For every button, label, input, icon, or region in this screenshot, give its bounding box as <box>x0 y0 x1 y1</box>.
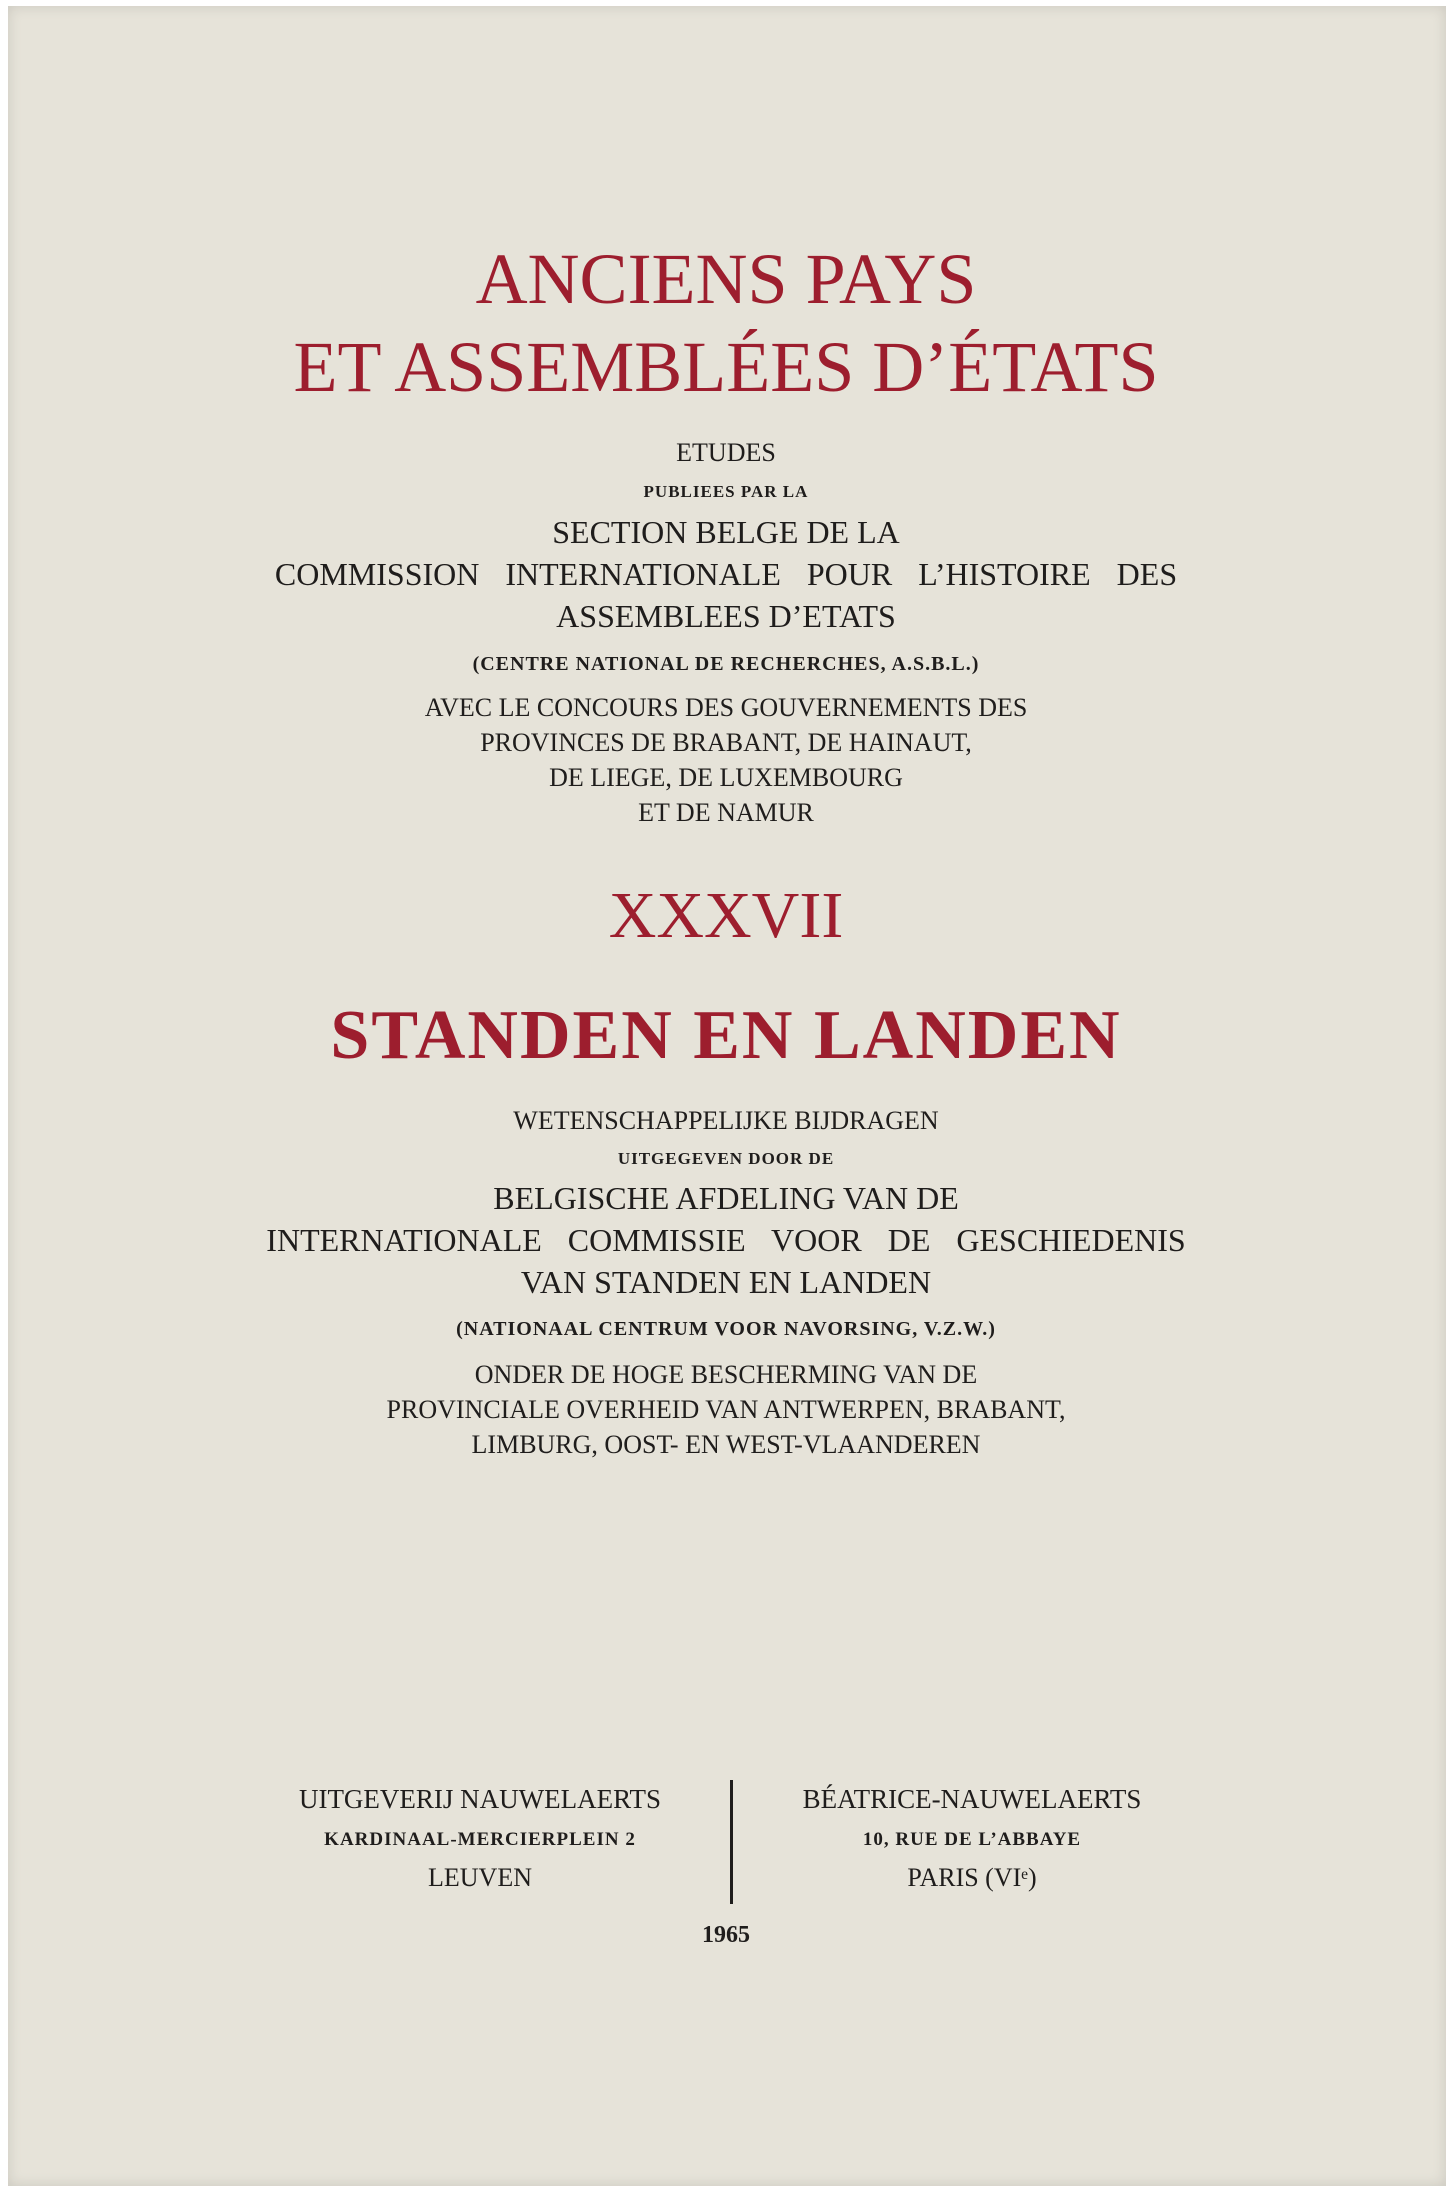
assemblees-line: ASSEMBLEES D’ETATS <box>556 598 896 634</box>
bescherming-line-1: ONDER DE HOGE BESCHERMING VAN DE <box>474 1360 978 1389</box>
publiees-label: PUBLIEES PAR LA <box>643 482 809 501</box>
publisher-right-name: BÉATRICE-NAUWELAERTS <box>802 1784 1142 1814</box>
nationaal-centrum-line: (NATIONAAL CENTRUM VOOR NAVORSING, V.Z.W.) <box>456 1318 996 1340</box>
concours-line-2: PROVINCES DE BRABANT, DE HAINAUT, <box>480 728 972 757</box>
publisher-left-address: KARDINAAL-MERCIERPLEIN 2 <box>324 1829 636 1850</box>
standen-landen-line: VAN STANDEN EN LANDEN <box>520 1264 932 1300</box>
commissie-line: INTERNATIONALE COMMISSIE VOOR DE GESCHIEDENIS <box>266 1222 1186 1258</box>
concours-line-3: DE LIEGE, DE LUXEMBOURG <box>549 763 903 792</box>
afdeling-line: BELGISCHE AFDELING VAN DE <box>493 1180 959 1216</box>
concours-line-4: ET DE NAMUR <box>638 798 814 827</box>
uitgegeven-label: UITGEGEVEN DOOR DE <box>617 1149 835 1168</box>
publisher-left <box>280 1784 680 1893</box>
publisher-left-city: LEUVEN <box>428 1863 532 1892</box>
publisher-right <box>772 1784 1172 1893</box>
main-title-line-1: ANCIENS PAYS <box>475 239 977 319</box>
concours-line-1: AVEC LE CONCOURS DES GOUVERNEMENTS DES <box>424 693 1028 722</box>
publication-year: 1965 <box>702 1922 750 1948</box>
dutch-title: STANDEN EN LANDEN <box>330 997 1122 1074</box>
bescherming-line-3: LIMBURG, OOST- EN WEST-VLAANDEREN <box>471 1430 981 1459</box>
commission-line: COMMISSION INTERNATIONALE POUR L’HISTOIRE DES <box>274 556 1178 592</box>
bescherming-line-2: PROVINCIALE OVERHEID VAN ANTWERPEN, BRABANT, <box>386 1395 1066 1424</box>
volume-number: XXXVII <box>608 879 844 952</box>
publisher-right-city: PARIS (VIᵉ) <box>907 1863 1037 1892</box>
bijdragen-line: WETENSCHAPPELIJKE BIJDRAGEN <box>513 1106 939 1135</box>
centre-national-line: (CENTRE NATIONAL DE RECHERCHES, A.S.B.L.) <box>472 653 980 675</box>
section-belge-line: SECTION BELGE DE LA <box>552 514 900 550</box>
etudes-label: ETUDES <box>676 438 776 467</box>
publisher-left-name: UITGEVERIJ NAUWELAERTS <box>298 1784 662 1814</box>
publisher-right-address: 10, RUE DE L’ABBAYE <box>862 1829 1082 1850</box>
main-title-line-2: ET ASSEMBLÉES D’ÉTATS <box>293 327 1159 407</box>
publisher-divider <box>730 1780 733 1904</box>
